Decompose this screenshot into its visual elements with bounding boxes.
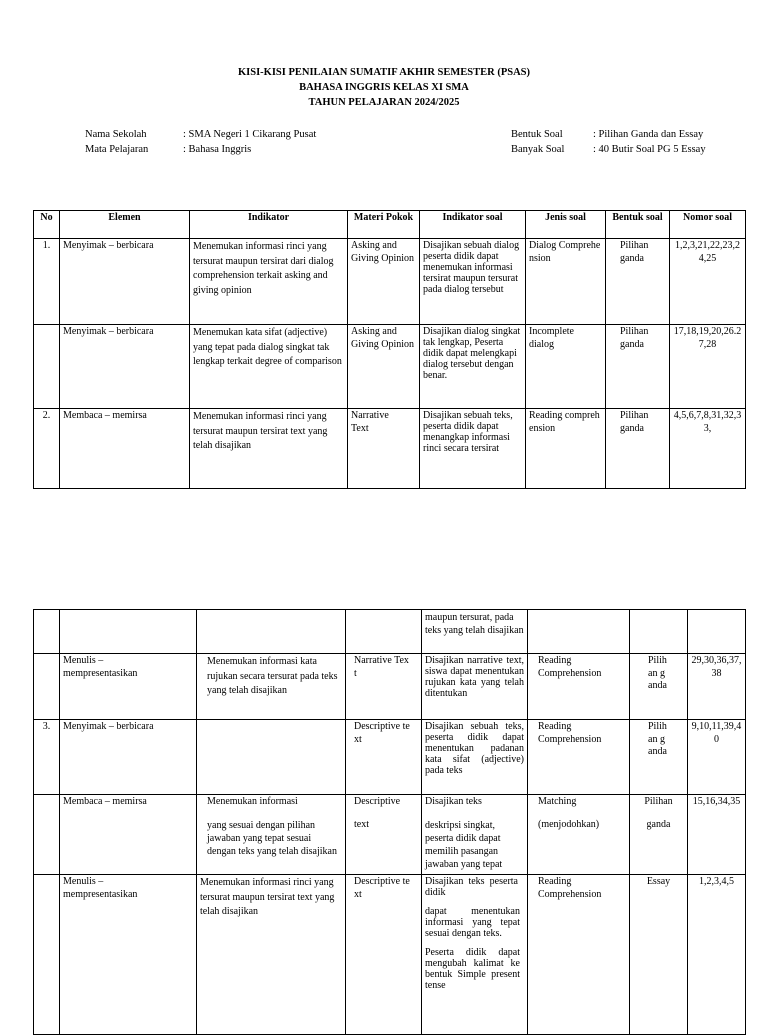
- cell-jenis-soal: Dialog Comprehension: [526, 239, 606, 325]
- cell-bentuk-soal: Essay: [630, 875, 688, 1035]
- cell-bentuk-soal: [630, 610, 688, 654]
- cell-elemen: Menulis – mempresentasikan: [60, 654, 197, 720]
- cell-no: [34, 325, 60, 409]
- table-row: [34, 654, 746, 720]
- cell-elemen: Menyimak – berbicara: [60, 720, 197, 795]
- indikator-line-b: yang sesuai dengan pilihan jawaban yang tepat sesuai dengan teks yang telah disajikan: [207, 819, 337, 857]
- cell-indikator: [197, 610, 346, 654]
- header-jenis-soal: Jenis soal: [526, 211, 606, 239]
- cell-bentuk-soal: [630, 795, 688, 875]
- cell-indikator: Menemukan informasi kata rujukan secara tersurat pada teks yang telah disajikan: [197, 654, 346, 720]
- table-row: [34, 239, 746, 325]
- cell-jenis-soal: [528, 610, 630, 654]
- indikator-soal-line-c: Peserta didik dapat mengubah kalimat ke bentuk Simple present tense: [425, 947, 520, 991]
- cell-indikator-soal: [422, 795, 528, 875]
- document-title: KISI-KISI PENILAIAN SUMATIF AKHIR SEMESTER (PSAS): [237, 67, 531, 78]
- cell-elemen: Membaca – memirsa: [60, 795, 197, 875]
- nama-sekolah-label: Nama Sekolah: [85, 129, 147, 140]
- cell-indikator-soal: [422, 875, 528, 1035]
- header-bentuk-soal: Bentuk soal: [606, 211, 670, 239]
- kisi-kisi-table-page1: [33, 210, 746, 489]
- cell-elemen: [60, 610, 197, 654]
- meta-banyak-soal: [511, 144, 706, 155]
- header-nomor-soal: Nomor soal: [670, 211, 746, 239]
- cell-no: [34, 875, 60, 1035]
- document-subtitle: BAHASA INGGRIS KELAS XI SMA: [299, 82, 469, 93]
- cell-bentuk-soal: Pilihan ganda: [630, 720, 688, 795]
- cell-bentuk-soal: Pilihan ganda: [606, 325, 670, 409]
- cell-indikator-soal: maupun tersurat, pada teks yang telah disajikan: [422, 610, 528, 654]
- cell-indikator-soal: Disajikan dialog singkat tak lengkap, Peserta didik dapat melengkapi dialog tersebut dengan benar.: [420, 325, 526, 409]
- table-row: [34, 409, 746, 489]
- cell-indikator-soal: Disajikan sebuah dialog peserta didik dapat menemukan informasi tersirat maupun tersurat pada dialog tersebut: [420, 239, 526, 325]
- cell-nomor-soal: 9,10,11,39,40: [688, 720, 746, 795]
- cell-jenis-soal: Reading Comprehension: [528, 875, 630, 1035]
- materi-line-b: text: [354, 818, 369, 830]
- jenis-line-a: Matching: [538, 796, 577, 807]
- cell-jenis-soal: [528, 795, 630, 875]
- header-indikator-soal: Indikator soal: [420, 211, 526, 239]
- indikator-soal-line-b: dapat menentukan informasi yang tepat sesuai dengan teks.: [425, 906, 520, 939]
- mata-pelajaran-value: : Bahasa Inggris: [183, 144, 252, 155]
- cell-indikator: Menemukan informasi rinci yang tersurat maupun tersirat text yang telah disajikan: [190, 409, 348, 489]
- bentuk-soal-label: Bentuk Soal: [511, 129, 563, 140]
- cell-nomor-soal: 4,5,6,7,8,31,32,33,: [670, 409, 746, 489]
- cell-materi: [346, 610, 422, 654]
- table-header-row: [34, 211, 746, 239]
- bentuk-line-a: Pilihan: [644, 796, 673, 807]
- bentuk-soal-value: : Pilihan Ganda dan Essay: [593, 129, 704, 140]
- cell-nomor-soal: [688, 610, 746, 654]
- cell-no: [34, 795, 60, 875]
- cell-materi: Descriptive text: [346, 720, 422, 795]
- cell-jenis-soal: Reading Comprehension: [528, 720, 630, 795]
- cell-no: [34, 610, 60, 654]
- cell-bentuk-soal: Pilihan ganda: [630, 654, 688, 720]
- cell-materi: Descriptive text: [346, 875, 422, 1035]
- table-row: [34, 795, 746, 875]
- table-row: [34, 610, 746, 654]
- cell-indikator-soal: Disajikan sebuah teks, peserta didik dapat menentukan padanan kata sifat (adjective) pada teks: [422, 720, 528, 795]
- cell-elemen: Menyimak – berbicara: [60, 325, 190, 409]
- document-year: TAHUN PELAJARAN 2024/2025: [308, 97, 460, 108]
- cell-indikator: Menemukan informasi rinci yang tersurat maupun tersirat dari dialog comprehension terkait asking and giving opinion: [190, 239, 348, 325]
- table-row: [34, 720, 746, 795]
- cell-elemen: Menyimak – berbicara: [60, 239, 190, 325]
- header-elemen: Elemen: [60, 211, 190, 239]
- cell-nomor-soal: 15,16,34,35: [688, 795, 746, 875]
- nama-sekolah-value: : SMA Negeri 1 Cikarang Pusat: [183, 129, 317, 140]
- meta-nama-sekolah: [85, 129, 316, 140]
- cell-jenis-soal: Incomplete dialog: [526, 325, 606, 409]
- meta-bentuk-soal: [511, 129, 703, 140]
- cell-nomor-soal: 29,30,36,37,38: [688, 654, 746, 720]
- header-no: No: [34, 211, 60, 239]
- materi-line-a: Descriptive: [354, 796, 401, 807]
- cell-elemen: Membaca – memirsa: [60, 409, 190, 489]
- indikator-line-a: Menemukan informasi: [207, 796, 298, 807]
- table-row: [34, 875, 746, 1035]
- cell-indikator: Menemukan kata sifat (adjective) yang tepat pada dialog singkat tak lengkap terkait degree of comparison: [190, 325, 348, 409]
- cell-elemen: Menulis – mempresentasikan: [60, 875, 197, 1035]
- indikator-soal-line-a: Disajikan teks: [425, 796, 482, 807]
- cell-jenis-soal: Reading comprehension: [526, 409, 606, 489]
- mata-pelajaran-label: Mata Pelajaran: [85, 144, 149, 155]
- cell-indikator: [197, 720, 346, 795]
- cell-bentuk-soal: Pilihan ganda: [606, 409, 670, 489]
- cell-indikator-soal: Disajikan sebuah teks, peserta didik dapat menangkap informasi rinci secara tersirat: [420, 409, 526, 489]
- meta-mata-pelajaran: [85, 144, 251, 155]
- cell-materi: Asking and Giving Opinion: [348, 239, 420, 325]
- header-indikator: Indikator: [190, 211, 348, 239]
- cell-no: 2.: [34, 409, 60, 489]
- jenis-line-b: (menjodohkan): [538, 818, 600, 830]
- cell-nomor-soal: 17,18,19,20,26.27,28: [670, 325, 746, 409]
- cell-no: 3.: [34, 720, 60, 795]
- cell-materi: Narrative Text: [348, 409, 420, 489]
- table-row: [34, 325, 746, 409]
- cell-nomor-soal: 1,2,3,21,22,23,24,25: [670, 239, 746, 325]
- cell-materi: [346, 795, 422, 875]
- cell-bentuk-soal: Pilihan ganda: [606, 239, 670, 325]
- cell-jenis-soal: Reading Comprehension: [528, 654, 630, 720]
- bentuk-line-b: ganda: [646, 818, 671, 830]
- banyak-soal-value: : 40 Butir Soal PG 5 Essay: [593, 144, 706, 155]
- indikator-soal-line-a: Disajikan teks peserta didik: [425, 876, 518, 898]
- indikator-soal-line-b: deskripsi singkat, peserta didik dapat memilih pasangan jawaban yang tepat: [425, 819, 503, 870]
- banyak-soal-label: Banyak Soal: [511, 144, 565, 155]
- cell-no: 1.: [34, 239, 60, 325]
- cell-materi: Asking and Giving Opinion: [348, 325, 420, 409]
- cell-nomor-soal: 1,2,3,4,5: [688, 875, 746, 1035]
- kisi-kisi-table-page2: [33, 609, 746, 1035]
- cell-materi: Narrative Text: [346, 654, 422, 720]
- cell-indikator: [197, 795, 346, 875]
- cell-indikator: Menemukan informasi rinci yang tersurat maupun tersirat text yang telah disajikan: [197, 875, 346, 1035]
- cell-no: [34, 654, 60, 720]
- header-materi-pokok: Materi Pokok: [348, 211, 420, 239]
- cell-indikator-soal: Disajikan narrative text, siswa dapat menentukan rujukan kata yang telah ditentukan: [422, 654, 528, 720]
